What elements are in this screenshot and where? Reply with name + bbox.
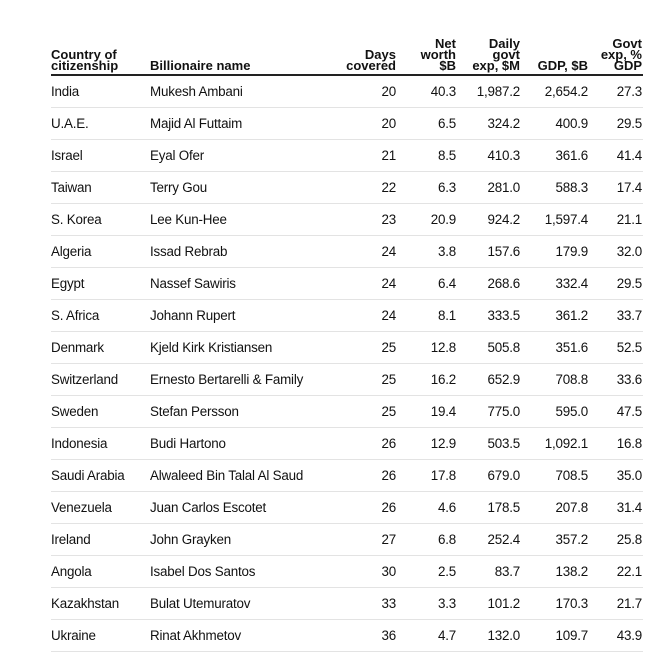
cell-daily: 268.6 [487, 276, 520, 291]
cell-gdp: 2,654.2 [544, 84, 588, 99]
cell-gdp: 207.8 [555, 500, 588, 515]
cell-govtexp: 22.1 [616, 564, 642, 579]
cell-name: Alwaleed Bin Talal Al Saud [150, 468, 304, 483]
column-header-daily [472, 38, 520, 71]
cell-country: Angola [51, 564, 92, 579]
cell-name: Kjeld Kirk Kristiansen [150, 340, 273, 355]
cell-name: Isabel Dos Santos [150, 564, 256, 579]
cell-country: Denmark [51, 340, 104, 355]
cell-networth: 6.3 [437, 180, 456, 195]
cell-daily: 281.0 [487, 180, 520, 195]
cell-days: 25 [381, 404, 396, 419]
cell-networth: 3.3 [437, 596, 456, 611]
cell-days: 24 [381, 308, 396, 323]
column-header-name [150, 60, 250, 71]
column-header-line: Daily [488, 36, 520, 51]
cell-name: Budi Hartono [150, 436, 226, 451]
cell-country: Saudi Arabia [51, 468, 125, 483]
column-header-govtexp [601, 38, 642, 71]
cell-name: Terry Gou [150, 180, 207, 195]
column-header-line: Billionaire name [150, 58, 251, 73]
cell-name: Johann Rupert [150, 308, 236, 323]
cell-name: Issad Rebrab [150, 244, 228, 259]
cell-name: Eyal Ofer [150, 148, 205, 163]
cell-govtexp: 29.5 [616, 276, 642, 291]
cell-days: 27 [381, 532, 396, 547]
cell-name: Lee Kun-Hee [150, 212, 227, 227]
table-row [51, 76, 643, 108]
column-header-line: Govt [612, 36, 642, 51]
cell-name: Nassef Sawiris [150, 276, 236, 291]
cell-country: Ireland [51, 532, 91, 547]
cell-networth: 3.8 [437, 244, 456, 259]
cell-govtexp: 16.8 [616, 436, 642, 451]
cell-name: John Grayken [150, 532, 231, 547]
cell-daily: 1,987.2 [476, 84, 520, 99]
cell-gdp: 1,092.1 [544, 436, 588, 451]
cell-days: 26 [381, 500, 396, 515]
table-row [51, 108, 643, 140]
cell-daily: 132.0 [487, 628, 520, 643]
cell-days: 24 [381, 276, 396, 291]
cell-networth: 4.6 [437, 500, 456, 515]
cell-days: 23 [381, 212, 396, 227]
table-row [51, 300, 643, 332]
cell-gdp: 179.9 [555, 244, 588, 259]
column-header-line: citizenship [51, 58, 119, 73]
cell-govtexp: 21.1 [616, 212, 642, 227]
cell-gdp: 1,597.4 [544, 212, 588, 227]
column-header-line: exp, % [600, 47, 642, 62]
cell-networth: 8.5 [437, 148, 456, 163]
cell-country: S. Korea [51, 212, 102, 227]
cell-gdp: 138.2 [555, 564, 588, 579]
column-header-days [346, 49, 396, 71]
cell-networth: 6.8 [437, 532, 456, 547]
cell-networth: 8.1 [437, 308, 456, 323]
column-header-line: Net [435, 36, 456, 51]
cell-daily: 679.0 [487, 468, 520, 483]
cell-govtexp: 21.7 [616, 596, 642, 611]
cell-govtexp: 43.9 [616, 628, 642, 643]
table-row [51, 556, 643, 588]
column-header-line: exp, $M [472, 58, 520, 73]
table-row [51, 620, 643, 652]
cell-country: India [51, 84, 80, 99]
cell-days: 25 [381, 340, 396, 355]
cell-daily: 252.4 [487, 532, 520, 547]
table-row [51, 396, 643, 428]
table-row [51, 524, 643, 556]
column-header-line: govt [492, 47, 520, 62]
cell-govtexp: 41.4 [616, 148, 642, 163]
cell-country: Egypt [51, 276, 85, 291]
cell-name: Majid Al Futtaim [150, 116, 243, 131]
cell-gdp: 588.3 [555, 180, 588, 195]
column-header-line: GDP, $B [537, 58, 588, 73]
cell-gdp: 595.0 [555, 404, 588, 419]
cell-daily: 652.9 [487, 372, 520, 387]
cell-daily: 924.2 [487, 212, 520, 227]
cell-daily: 775.0 [487, 404, 520, 419]
cell-country: Kazakhstan [51, 596, 119, 611]
cell-days: 24 [381, 244, 396, 259]
cell-country: Israel [51, 148, 83, 163]
column-header-gdp [538, 60, 588, 71]
cell-gdp: 357.2 [555, 532, 588, 547]
cell-networth: 6.4 [437, 276, 456, 291]
column-header-line: $B [439, 58, 456, 73]
table-row [51, 460, 643, 492]
cell-networth: 6.5 [437, 116, 456, 131]
table-row [51, 364, 643, 396]
cell-govtexp: 32.0 [616, 244, 642, 259]
cell-daily: 333.5 [487, 308, 520, 323]
cell-gdp: 332.4 [555, 276, 588, 291]
column-header-line: covered [346, 58, 396, 73]
cell-gdp: 708.8 [555, 372, 588, 387]
table-row [51, 204, 643, 236]
cell-daily: 505.8 [487, 340, 520, 355]
cell-govtexp: 33.6 [616, 372, 642, 387]
cell-country: Venezuela [51, 500, 112, 515]
table-row [51, 140, 643, 172]
cell-networth: 40.3 [430, 84, 456, 99]
table-row [51, 172, 643, 204]
cell-gdp: 109.7 [555, 628, 588, 643]
cell-gdp: 170.3 [555, 596, 588, 611]
cell-name: Stefan Persson [150, 404, 239, 419]
cell-govtexp: 29.5 [616, 116, 642, 131]
column-header-line: Days [364, 47, 396, 62]
cell-country: Taiwan [51, 180, 92, 195]
cell-gdp: 361.6 [555, 148, 588, 163]
cell-days: 22 [381, 180, 396, 195]
table-header [51, 34, 643, 76]
cell-networth: 4.7 [437, 628, 456, 643]
cell-gdp: 351.6 [555, 340, 588, 355]
cell-days: 26 [381, 468, 396, 483]
cell-gdp: 708.5 [555, 468, 588, 483]
cell-days: 36 [381, 628, 396, 643]
cell-days: 20 [381, 116, 396, 131]
column-header-country [51, 49, 118, 71]
cell-networth: 12.8 [430, 340, 456, 355]
table-row [51, 268, 643, 300]
cell-country: Switzerland [51, 372, 119, 387]
cell-country: Ukraine [51, 628, 96, 643]
cell-days: 30 [381, 564, 396, 579]
cell-days: 25 [381, 372, 396, 387]
cell-govtexp: 47.5 [616, 404, 642, 419]
billionaire-table [51, 34, 643, 652]
cell-country: Sweden [51, 404, 99, 419]
table-body [51, 76, 643, 652]
cell-networth: 12.9 [430, 436, 456, 451]
table-row [51, 588, 643, 620]
cell-daily: 324.2 [487, 116, 520, 131]
cell-govtexp: 35.0 [616, 468, 642, 483]
cell-govtexp: 31.4 [616, 500, 642, 515]
cell-networth: 2.5 [437, 564, 456, 579]
cell-days: 20 [381, 84, 396, 99]
cell-daily: 410.3 [487, 148, 520, 163]
table-row [51, 332, 643, 364]
column-header-line: worth [420, 47, 456, 62]
cell-name: Juan Carlos Escotet [150, 500, 267, 515]
cell-gdp: 361.2 [555, 308, 588, 323]
cell-govtexp: 27.3 [616, 84, 642, 99]
cell-name: Bulat Utemuratov [150, 596, 251, 611]
table-row [51, 428, 643, 460]
column-header-line: GDP [613, 58, 642, 73]
cell-govtexp: 52.5 [616, 340, 642, 355]
cell-days: 26 [381, 436, 396, 451]
column-header-networth [421, 38, 456, 71]
cell-daily: 83.7 [494, 564, 520, 579]
cell-govtexp: 25.8 [616, 532, 642, 547]
cell-country: Indonesia [51, 436, 108, 451]
cell-govtexp: 17.4 [616, 180, 642, 195]
cell-name: Rinat Akhmetov [150, 628, 241, 643]
cell-networth: 20.9 [430, 212, 456, 227]
cell-networth: 17.8 [430, 468, 456, 483]
cell-days: 33 [381, 596, 396, 611]
table-row [51, 492, 643, 524]
cell-name: Mukesh Ambani [150, 84, 243, 99]
cell-name: Ernesto Bertarelli & Family [150, 372, 304, 387]
column-header-line: Country of [51, 47, 117, 62]
cell-networth: 16.2 [430, 372, 456, 387]
cell-networth: 19.4 [430, 404, 456, 419]
cell-days: 21 [381, 148, 396, 163]
cell-country: Algeria [51, 244, 92, 259]
cell-govtexp: 33.7 [616, 308, 642, 323]
cell-country: S. Africa [51, 308, 100, 323]
cell-daily: 178.5 [487, 500, 520, 515]
table-row [51, 236, 643, 268]
cell-daily: 503.5 [487, 436, 520, 451]
cell-daily: 157.6 [487, 244, 520, 259]
cell-gdp: 400.9 [555, 116, 588, 131]
cell-daily: 101.2 [487, 596, 520, 611]
cell-country: U.A.E. [51, 116, 89, 131]
